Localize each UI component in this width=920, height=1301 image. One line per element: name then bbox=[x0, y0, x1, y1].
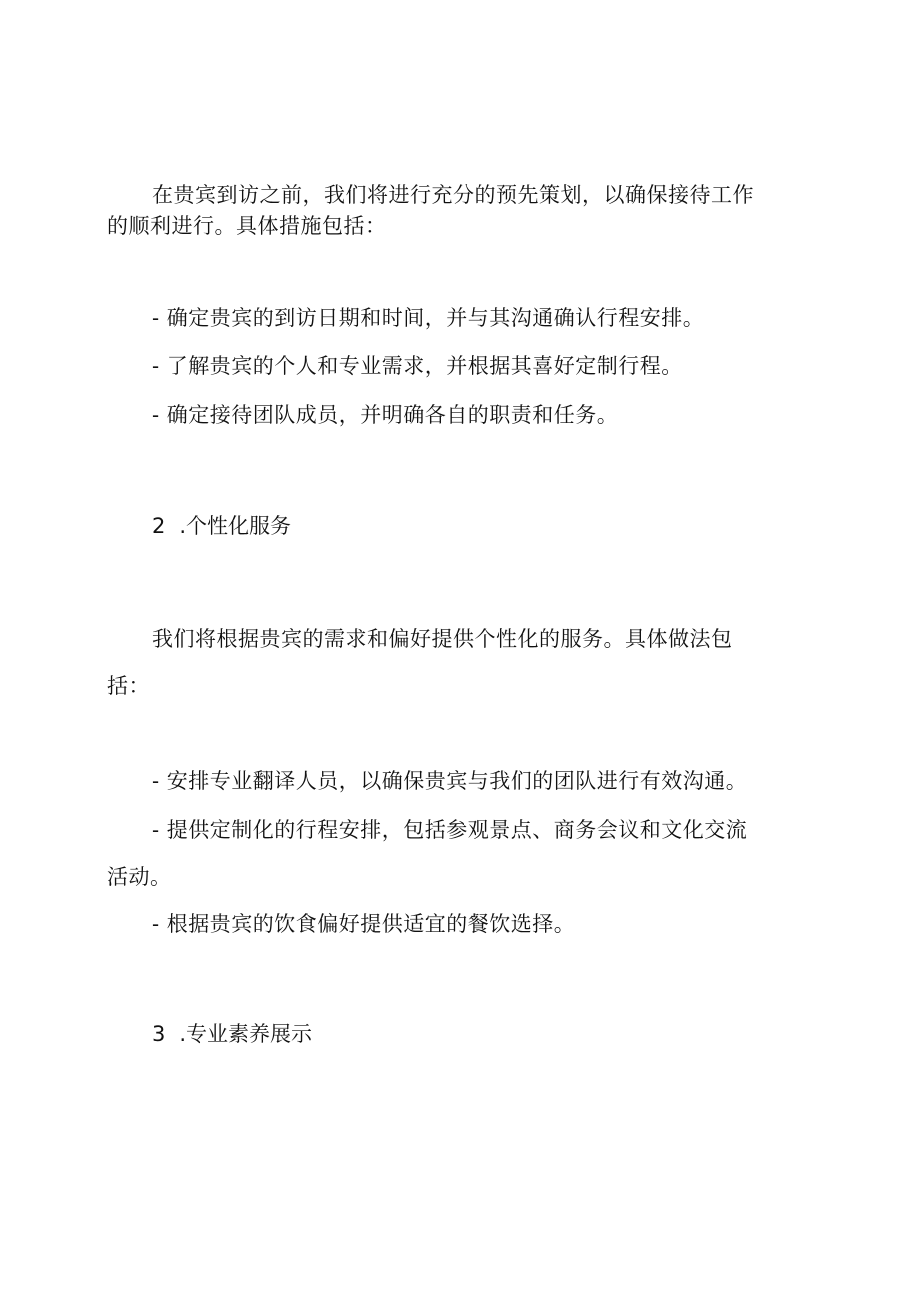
intro-line-2: 的顺利进行。具体措施包括： bbox=[107, 214, 387, 238]
section-2-number: 2 bbox=[152, 514, 166, 538]
section-2-para-line-1: 我们将根据贵宾的需求和偏好提供个性化的服务。具体做法包 bbox=[152, 627, 733, 651]
section-3-heading bbox=[152, 1019, 312, 1049]
planning-item: - 确定接待团队成员，并明确各自的职责和任务。 bbox=[152, 403, 619, 427]
planning-item: - 确定贵宾的到访日期和时间，并与其沟通确认行程安排。 bbox=[152, 306, 705, 330]
section-2-title: .个性化服务 bbox=[179, 514, 292, 538]
section-3-title: .专业素养展示 bbox=[179, 1022, 313, 1046]
intro-line-1: 在贵宾到访之前，我们将进行充分的预先策划，以确保接待工作 bbox=[152, 183, 754, 207]
service-item: - 根据贵宾的饮食偏好提供适宜的餐饮选择。 bbox=[152, 912, 576, 936]
section-3-number: 3 bbox=[152, 1022, 166, 1046]
service-item: - 安排专业翻译人员，以确保贵宾与我们的团队进行有效沟通。 bbox=[152, 769, 748, 793]
planning-item: - 了解贵宾的个人和专业需求，并根据其喜好定制行程。 bbox=[152, 354, 683, 378]
service-item-continued: 活动。 bbox=[107, 865, 172, 889]
service-item: - 提供定制化的行程安排，包括参观景点、商务会议和文化交流 bbox=[152, 818, 748, 842]
section-2-para-line-2: 括： bbox=[107, 674, 150, 698]
section-2-heading bbox=[152, 511, 291, 541]
